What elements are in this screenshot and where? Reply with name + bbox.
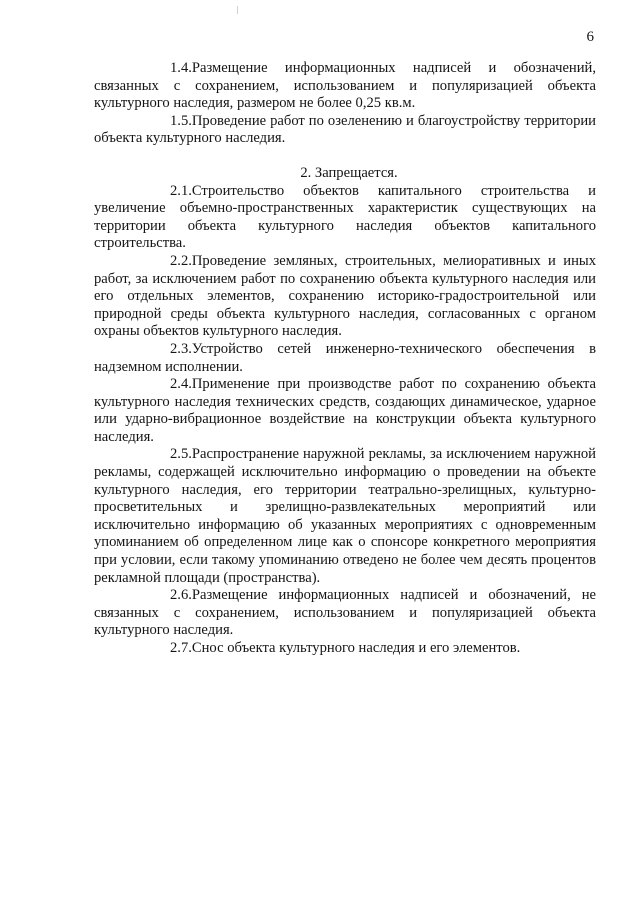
item-2-3 — [94, 341, 596, 376]
item-1-5 — [94, 113, 596, 148]
item-text: Проведение земляных, строительных, мелиоративных и иных работ, за исключением работ по сохранению объекта культурного наследия или его отдельных элементов, сохранению историко-градостроительной или природной среды объекта культурного наследия, согласованных с органом охраны объектов культурного наследия. — [94, 252, 596, 340]
item-number: 1.5. — [170, 112, 192, 129]
item-2-7 — [94, 640, 596, 658]
item-1-4 — [94, 60, 596, 113]
item-number: 2.6. — [170, 587, 192, 604]
item-number: 2.4. — [170, 376, 192, 393]
item-text: Проведение работ по озеленению и благоустройству территории объекта культурного наследия. — [94, 112, 596, 147]
item-2-4 — [94, 376, 596, 446]
item-number: 2.5. — [170, 446, 192, 463]
item-number: 2.1. — [170, 182, 192, 199]
item-2-6 — [94, 587, 596, 640]
item-number: 2.2. — [170, 252, 192, 269]
page-number: 6 — [586, 29, 594, 45]
item-text: Строительство объектов капитального строительства и увеличение объемно-пространственных характеристик существующих на территории объекта культурного наследия объектов капитального строительства. — [94, 182, 596, 252]
item-number: 2.3. — [170, 340, 192, 357]
item-text: Устройство сетей инженерно-технического обеспечения в надземном исполнении. — [94, 340, 596, 375]
item-number: 1.4. — [170, 60, 192, 76]
item-2-5 — [94, 446, 596, 587]
item-text: Распространение наружной рекламы, за исключением наружной рекламы, содержащей исключительно информацию о проведении на объекте культурного наследия, его территории театрально-зрелищных, культурно-просветительных и зрелищно-развлекательных мероприятий или исключительно информацию об указанных мероприятиях с одновременным упоминанием об определенном лице как о спонсоре конкретного мероприятия при условии, если такому упоминанию отведено не более чем десять процентов рекламной площади (пространства). — [94, 446, 596, 586]
item-text: Применение при производстве работ по сохранению объекта культурного наследия технических средств, создающих динамическое, ударное или ударно-вибрационное воздействие на конструкции объекта культурного наследия. — [94, 376, 596, 445]
item-2-2 — [94, 253, 596, 341]
item-text: Снос объекта культурного наследия и его элементов. — [191, 640, 521, 656]
item-number: 2.7. — [170, 640, 192, 656]
scan-mark — [237, 6, 238, 14]
item-2-1 — [94, 183, 596, 253]
document-body — [94, 60, 596, 658]
item-text: Размещение информационных надписей и обозначений, связанных с сохранением, использованием и популяризацией объекта культурного наследия, размером не более 0,25 кв.м. — [94, 60, 596, 112]
section-2-heading: 2. Запрещается. — [300, 164, 398, 181]
item-text: Размещение информационных надписей и обозначений, не связанных с сохранением, использованием и популяризацией объекта культурного наследия. — [94, 587, 596, 639]
